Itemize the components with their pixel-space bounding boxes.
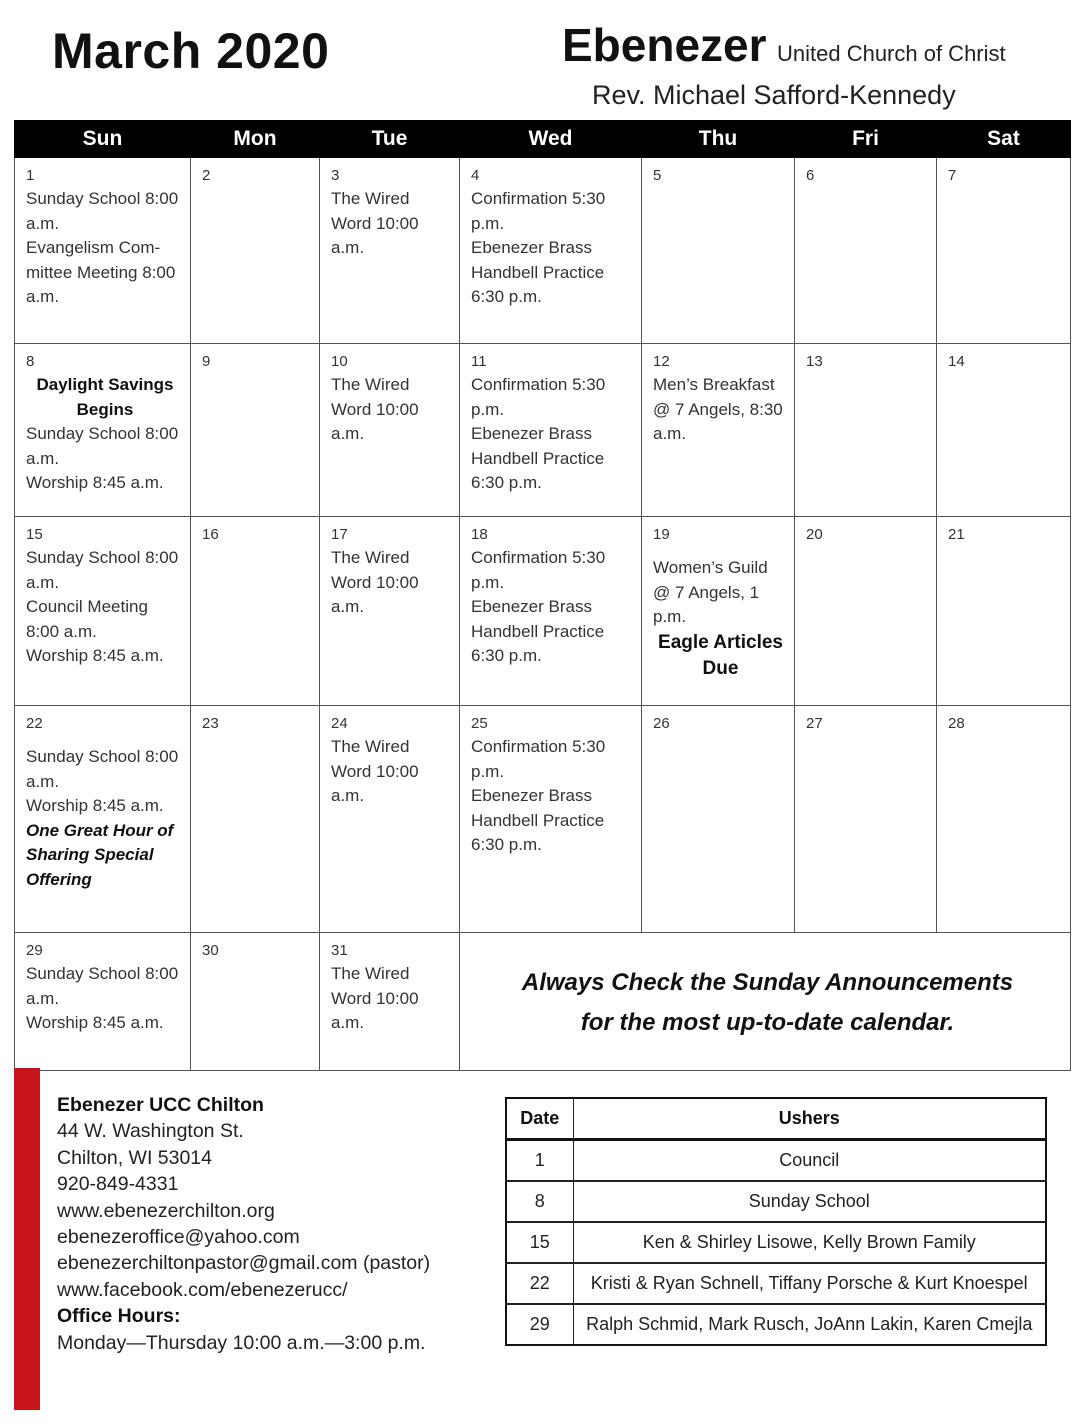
weekday-sun: Sun [15,121,191,158]
day-cell [460,344,642,517]
ushers-table [505,1097,1047,1346]
event: The Wired Word 10:00 a.m. [331,964,419,1032]
day-number: 15 [26,526,43,543]
col-date-header: Date [506,1098,573,1140]
event: Ebenezer Brass Handbell Practice 6:30 p.m. [471,786,605,854]
day-cell [320,344,460,517]
church-name: Ebenezer [562,19,767,71]
day-number: 10 [331,353,348,370]
day-cell [320,706,460,933]
day-number: 4 [471,167,480,184]
day-number: 29 [26,942,43,959]
notice-line: Always Check the Sunday Announcements [521,969,1014,996]
event: Ebenezer Brass Handbell Practice 6:30 p.m. [471,597,605,665]
event: Worship 8:45 a.m. [26,1013,164,1032]
event: Confirmation 5:30 p.m. [471,548,606,592]
event: Evangelism Com-mittee Meeting 8:00 a.m. [26,238,176,306]
week-row [15,517,1071,706]
contact-name: Ebenezer UCC Chilton [57,1094,264,1116]
day-cell [191,158,320,344]
contact-street: 44 W. Washington St. [57,1120,244,1143]
day-number: 28 [948,715,965,732]
day-number: 31 [331,942,348,959]
day-cell [460,158,642,344]
table-row [506,1304,1046,1345]
usher-date: 15 [506,1222,573,1263]
day-number: 12 [653,353,670,370]
day-number: 3 [331,167,340,184]
event: Sunday School 8:00 a.m. [26,964,179,1008]
event: Sunday School 8:00 a.m. [26,747,179,791]
day-number: 24 [331,715,348,732]
church-header [562,18,1006,72]
contact-office-email[interactable]: ebenezeroffice@yahoo.com [57,1226,300,1249]
day-number: 23 [202,715,219,732]
event: Eagle Articles Due [658,631,783,679]
notice-line: for the most up-to-date calendar. [580,1009,955,1036]
col-ushers-header: Ushers [573,1098,1046,1140]
day-cell [460,517,642,706]
day-number: 19 [653,526,670,543]
day-number: 20 [806,526,823,543]
event: Sunday School 8:00 a.m. [26,424,179,468]
day-number: 22 [26,715,43,732]
day-number: 5 [653,167,662,184]
event: Worship 8:45 a.m. [26,646,164,665]
usher-names: Kristi & Ryan Schnell, Tiffany Porsche & Kurt Knoespel [573,1263,1046,1304]
day-number: 2 [202,167,211,184]
usher-names: Ken & Shirley Lisowe, Kelly Brown Family [573,1222,1046,1263]
weekday-header-row [15,121,1071,158]
day-number: 17 [331,526,348,543]
event: Sunday School 8:00 a.m. [26,548,179,592]
day-number: 6 [806,167,815,184]
day-cell [320,517,460,706]
week-row [15,158,1071,344]
accent-bar [14,1068,40,1410]
event: One Great Hour of Sharing Special Offering [26,820,174,889]
weekday-sat: Sat [937,121,1071,158]
event: The Wired Word 10:00 a.m. [331,375,419,443]
day-cell [191,517,320,706]
week-row [15,706,1071,933]
day-number: 11 [471,353,487,370]
contact-phone: 920-849-4331 [57,1173,179,1196]
day-number: 14 [948,353,965,370]
day-cell [642,706,795,933]
day-cell [15,344,191,517]
usher-names: Sunday School [573,1181,1046,1222]
day-number: 30 [202,942,219,959]
event: Confirmation 5:30 p.m. [471,375,606,419]
table-row [506,1222,1046,1263]
day-number: 9 [202,353,211,370]
day-cell [191,344,320,517]
table-row [506,1181,1046,1222]
event: Men’s Breakfast @ 7 Angels, 8:30 a.m. [653,375,783,443]
day-cell [15,706,191,933]
pastor-name: Rev. Michael Safford-Kennedy [592,80,956,110]
day-cell [795,706,937,933]
calendar-notice [460,933,1071,1071]
page-title: March 2020 [52,23,330,79]
event: Confirmation 5:30 p.m. [471,737,606,781]
usher-date: 8 [506,1181,573,1222]
event: Council Meeting 8:00 a.m. [26,597,148,641]
event: Worship 8:45 a.m. [26,473,164,492]
day-cell [642,158,795,344]
event: Sunday School 8:00 a.m. [26,189,179,233]
usher-date: 29 [506,1304,573,1345]
event: Worship 8:45 a.m. [26,796,164,815]
week-row [15,344,1071,517]
day-cell [460,706,642,933]
day-cell [937,158,1071,344]
contact-block [57,1092,430,1356]
weekday-thu: Thu [642,121,795,158]
day-number: 18 [471,526,488,543]
day-cell [191,706,320,933]
day-cell [937,344,1071,517]
day-cell [642,344,795,517]
day-cell [320,933,460,1071]
day-number: 7 [948,167,957,184]
day-number: 25 [471,715,488,732]
office-hours: Monday—Thursday 10:00 a.m.—3:00 p.m. [57,1331,426,1354]
day-number: 1 [26,167,35,184]
office-hours-label: Office Hours: [57,1305,181,1328]
day-number: 27 [806,715,823,732]
day-cell [15,158,191,344]
event: Women’s Guild @ 7 Angels, 1 p.m. [653,558,768,626]
weekday-fri: Fri [795,121,937,158]
event: The Wired Word 10:00 a.m. [331,548,419,616]
weekday-tue: Tue [320,121,460,158]
contact-city: Chilton, WI 53014 [57,1146,213,1169]
event: The Wired Word 10:00 a.m. [331,189,419,257]
day-number: 26 [653,715,670,732]
usher-date: 22 [506,1263,573,1304]
contact-facebook-link[interactable]: www.facebook.com/ebenezerucc/ [57,1278,348,1301]
day-number: 8 [26,353,35,370]
church-subtitle: United Church of Christ [776,41,1006,66]
day-number: 16 [202,526,219,543]
day-cell [15,517,191,706]
day-cell [795,158,937,344]
event: Confirmation 5:30 p.m. [471,189,606,233]
day-cell [191,933,320,1071]
day-cell [795,344,937,517]
calendar-grid [14,120,1071,1071]
usher-names: Council [573,1140,1046,1182]
weekday-mon: Mon [191,121,320,158]
week-row [15,933,1071,1071]
contact-pastor-email[interactable]: ebenezerchiltonpastor@gmail.com (pastor) [57,1252,431,1275]
contact-website-link[interactable]: www.ebenezerchilton.org [57,1199,275,1222]
day-cell [795,517,937,706]
table-row [506,1140,1046,1182]
event: Ebenezer Brass Handbell Practice 6:30 p.m. [471,424,605,492]
day-cell [642,517,795,706]
ushers-header-row [506,1098,1046,1140]
day-cell [15,933,191,1071]
day-cell [937,706,1071,933]
usher-date: 1 [506,1140,573,1182]
event: The Wired Word 10:00 a.m. [331,737,419,805]
event: Ebenezer Brass Handbell Practice 6:30 p.m. [471,238,605,306]
usher-names: Ralph Schmid, Mark Rusch, JoAnn Lakin, Karen Cmejla [573,1304,1046,1345]
day-number: 21 [948,526,965,543]
event: Daylight Savings Begins [36,375,174,419]
weekday-wed: Wed [460,121,642,158]
day-cell [937,517,1071,706]
table-row [506,1263,1046,1304]
day-number: 13 [806,353,823,370]
day-cell [320,158,460,344]
